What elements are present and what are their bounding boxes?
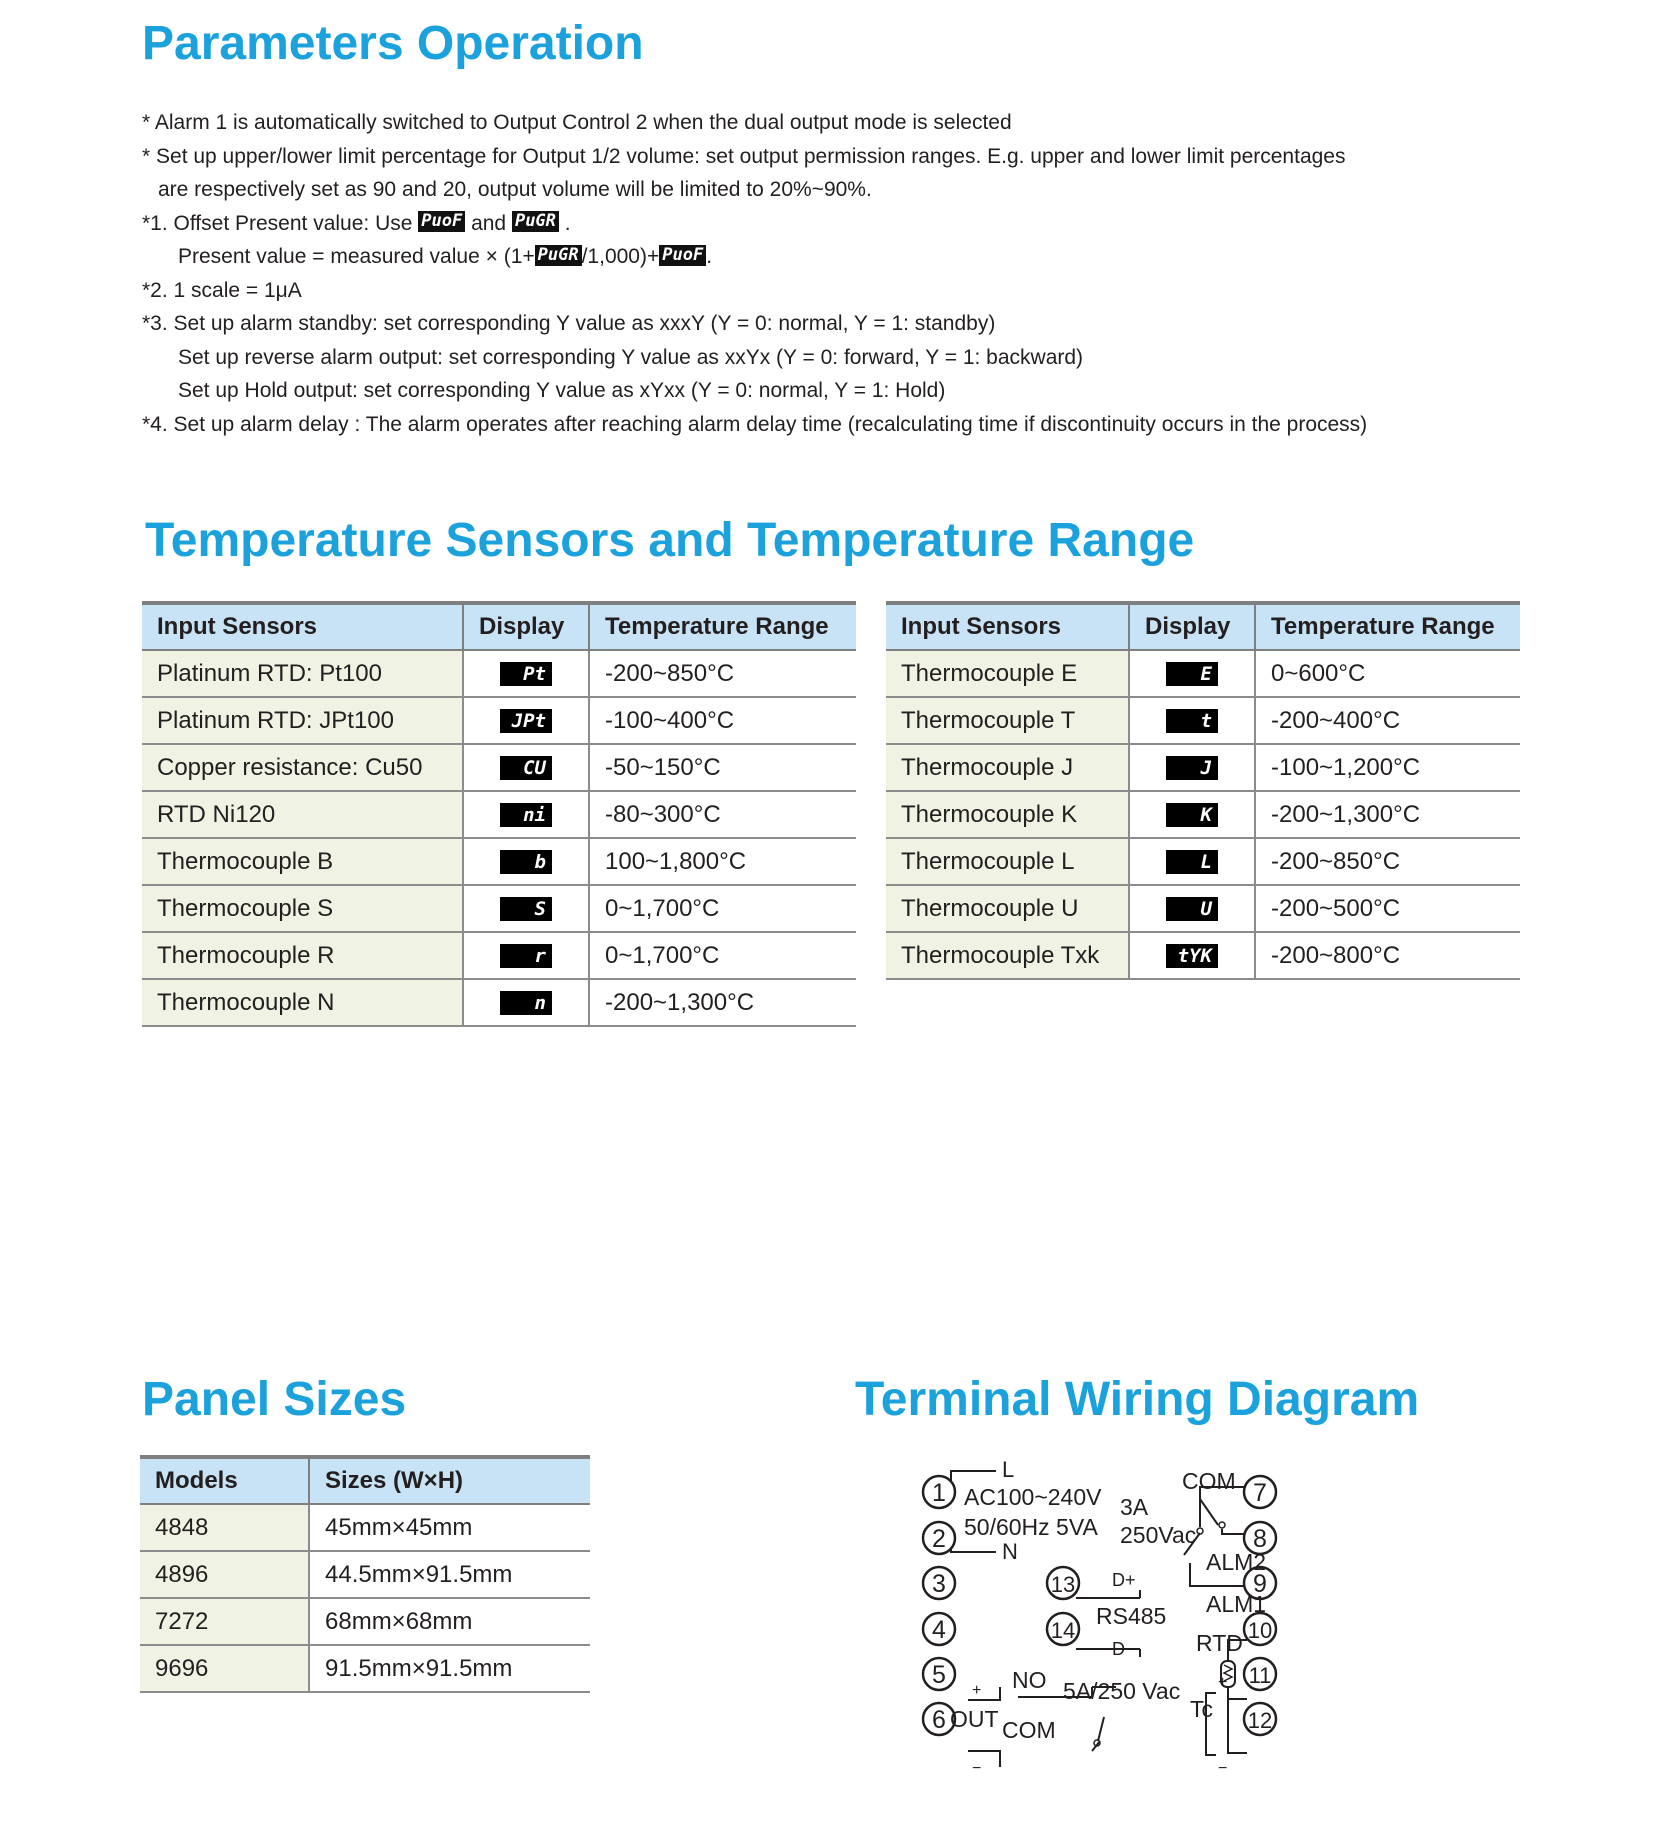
sensor-range: -200~500°C: [1255, 885, 1520, 932]
sensor-range: -100~1,200°C: [1255, 744, 1520, 791]
sensor-display-cell: [1129, 697, 1255, 744]
sensor-range: -200~850°C: [589, 650, 856, 697]
sensor-range: 0~600°C: [1255, 650, 1520, 697]
sensor-name: Thermocouple J: [886, 744, 1129, 791]
sensor-range: 0~1,700°C: [589, 885, 856, 932]
power-label-2: 50/60Hz 5VA: [964, 1514, 1098, 1540]
sensor-display-code: CU: [500, 756, 552, 780]
terminal-2-label: 2: [932, 1525, 946, 1553]
out-rating-label: 5A/250 Vac: [1063, 1678, 1181, 1704]
sensor-display-code: K: [1166, 803, 1218, 827]
table-row: [886, 697, 1520, 744]
sensor-range: -100~400°C: [589, 697, 856, 744]
power-label-1: AC100~240V: [964, 1484, 1102, 1510]
terminal-10-label: 10: [1247, 1618, 1273, 1643]
sensor-display-code: r: [500, 944, 552, 968]
sensor-name: Thermocouple E: [886, 650, 1129, 697]
col-models: Models: [140, 1457, 309, 1504]
table-row: [886, 650, 1520, 697]
sensor-display-code: Pt: [500, 662, 552, 686]
alm2-label: ALM2: [1206, 1549, 1267, 1575]
sensor-table-right: [886, 601, 1520, 980]
table-header-row: [140, 1457, 590, 1504]
tc-label: Tc: [1190, 1696, 1213, 1722]
col-input-sensors: Input Sensors: [886, 603, 1129, 650]
sensor-table-left: [142, 601, 856, 1027]
out-label: OUT: [950, 1706, 999, 1732]
sensor-display-code: S: [500, 897, 552, 921]
params-notes: [142, 106, 1542, 441]
panel-sizes-table: [140, 1455, 590, 1693]
sensor-range: -200~1,300°C: [589, 979, 856, 1026]
sensor-display-cell: [1129, 885, 1255, 932]
out-plus-label: +: [972, 1682, 982, 1699]
sensor-display-code: tYK: [1166, 944, 1218, 968]
sensor-display-code: n: [500, 991, 552, 1015]
table-row: [142, 791, 856, 838]
sensor-display-cell: [1129, 650, 1255, 697]
col-temperature-range: Temperature Range: [1255, 603, 1520, 650]
sensor-display-code: J: [1166, 756, 1218, 780]
panel-model: 4848: [140, 1504, 309, 1551]
note-alarm-delay: *4. Set up alarm delay : The alarm operates after reaching alarm delay time (recalculating time if discontinuity occurs in the process): [142, 412, 1368, 436]
label-l: L: [1002, 1457, 1015, 1482]
table-row: [142, 744, 856, 791]
sensor-display-cell: [1129, 838, 1255, 885]
terminal-11-label: 11: [1248, 1663, 1272, 1688]
sensor-display-cell: [1129, 932, 1255, 979]
terminal-3-label: 3: [932, 1570, 946, 1598]
sensor-display-code: L: [1166, 850, 1218, 874]
sensor-name: Copper resistance: Cu50: [142, 744, 463, 791]
sensor-range: -200~800°C: [1255, 932, 1520, 979]
sensor-display-cell: [463, 744, 589, 791]
table-row: [140, 1598, 590, 1645]
formula-text-end: .: [706, 245, 713, 268]
no-label: NO: [1012, 1667, 1047, 1693]
sensor-display-cell: [463, 885, 589, 932]
note-offset-and: and: [471, 211, 507, 235]
sensor-display-code: b: [500, 850, 552, 874]
dplus-label: D+: [1112, 1570, 1136, 1590]
table-header-row: [886, 603, 1520, 650]
wiring-title: Terminal Wiring Diagram: [855, 1373, 1420, 1426]
sensor-name: Thermocouple R: [142, 932, 463, 979]
note-dual-output: * Alarm 1 is automatically switched to Output Control 2 when the dual output mode is selected: [142, 111, 1012, 134]
sensor-name: RTD Ni120: [142, 791, 463, 838]
note-scale: *2. 1 scale = 1μA: [142, 278, 302, 302]
terminal-1-label: 1: [932, 1479, 946, 1507]
col-input-sensors: Input Sensors: [142, 603, 463, 650]
sensor-range: -80~300°C: [589, 791, 856, 838]
sensor-name: Thermocouple L: [886, 838, 1129, 885]
puof-display-chip: PuoF: [659, 245, 706, 266]
sensor-range: -200~1,300°C: [1255, 791, 1520, 838]
sensor-display-cell: [463, 838, 589, 885]
out-minus-label: −: [972, 1760, 982, 1777]
sensor-name: Platinum RTD: Pt100: [142, 650, 463, 697]
panel-title: Panel Sizes: [142, 1373, 407, 1426]
label-n: N: [1002, 1539, 1018, 1564]
table-row: [142, 885, 856, 932]
terminal-5-label: 5: [932, 1661, 946, 1689]
pugr-display-chip: PuGR: [535, 245, 582, 266]
note-limit-line-2: are respectively set as 90 and 20, output volume will be limited to 20%~90%.: [158, 178, 872, 201]
sensor-range: 100~1,800°C: [589, 838, 856, 885]
sensor-display-cell: [463, 697, 589, 744]
sensor-range: -200~850°C: [1255, 838, 1520, 885]
table-row: [140, 1504, 590, 1551]
formula-text-b: /1,000)+: [581, 245, 660, 268]
out-com-label: COM: [1002, 1717, 1056, 1743]
sensor-name: Thermocouple U: [886, 885, 1129, 932]
sensor-name: Thermocouple S: [142, 885, 463, 932]
note-limit-line-1: * Set up upper/lower limit percentage for Output 1/2 volume: set output permission ranges. E.g. upper and lower limit percentages: [142, 144, 1346, 168]
table-row: [140, 1551, 590, 1598]
table-row: [142, 697, 856, 744]
terminal-4-label: 4: [932, 1616, 946, 1644]
sensor-name: Thermocouple K: [886, 791, 1129, 838]
sensor-display-code: t: [1166, 709, 1218, 733]
table-row: [886, 932, 1520, 979]
terminal-6-label: 6: [932, 1706, 946, 1734]
note-hold-output: Set up Hold output: set corresponding Y value as xYxx (Y = 0: normal, Y = 1: Hold): [178, 379, 946, 402]
sensor-display-cell: [463, 650, 589, 697]
col-display: Display: [463, 603, 589, 650]
alm1-label: ALM1: [1206, 1591, 1267, 1617]
terminal-9-label: 9: [1253, 1570, 1267, 1598]
terminal-12-label: 12: [1247, 1708, 1273, 1733]
sensor-display-code: U: [1166, 897, 1218, 921]
sensor-display-code: ni: [500, 803, 552, 827]
sensor-name: Thermocouple Txk: [886, 932, 1129, 979]
table-row: [142, 838, 856, 885]
panel-size: 45mm×45mm: [309, 1504, 590, 1551]
tc-minus-label: −: [1218, 1760, 1228, 1777]
col-sizes: Sizes (W×H): [309, 1457, 590, 1504]
note-offset-formula: [142, 240, 1542, 274]
table-row: [886, 885, 1520, 932]
sensor-range: -200~400°C: [1255, 697, 1520, 744]
sensor-display-cell: [1129, 791, 1255, 838]
pugr-display-chip: PuGR: [512, 211, 559, 232]
panel-model: 9696: [140, 1645, 309, 1692]
terminal-14-label: 14: [1050, 1618, 1076, 1643]
sensor-display-cell: [1129, 744, 1255, 791]
rs485-label: RS485: [1096, 1603, 1167, 1629]
tc-plus-label: +: [1218, 1674, 1228, 1691]
col-temperature-range: Temperature Range: [589, 603, 856, 650]
table-row: [142, 932, 856, 979]
note-offset-text: *1. Offset Present value: Use: [142, 211, 413, 235]
formula-text-a: Present value = measured value × (1+: [178, 245, 535, 268]
dminus-label: D−: [1112, 1639, 1136, 1659]
note-offset-end: .: [564, 211, 571, 235]
panel-model: 4896: [140, 1551, 309, 1598]
terminal-13-label: 13: [1050, 1572, 1076, 1597]
sensor-display-cell: [463, 979, 589, 1026]
relay-rating-2: 250Vac: [1120, 1522, 1197, 1548]
note-offset: [142, 207, 1542, 241]
sensor-name: Thermocouple B: [142, 838, 463, 885]
sensor-range: 0~1,700°C: [589, 932, 856, 979]
table-header-row: [142, 603, 856, 650]
relay-rating-1: 3A: [1120, 1494, 1149, 1520]
note-alarm-standby: *3. Set up alarm standby: set corresponding Y value as xxxY (Y = 0: normal, Y = 1: standby): [142, 312, 996, 335]
params-title: Parameters Operation: [142, 17, 644, 70]
note-reverse-alarm: Set up reverse alarm output: set corresponding Y value as xxYx (Y = 0: forward, Y = 1: backward): [178, 345, 1084, 369]
table-row: [886, 744, 1520, 791]
col-display: Display: [1129, 603, 1255, 650]
table-row: [142, 650, 856, 697]
terminal-wiring-diagram: [920, 1455, 1400, 1795]
alarm-com-label: COM: [1182, 1468, 1236, 1494]
sensor-name: Thermocouple N: [142, 979, 463, 1026]
table-row: [886, 791, 1520, 838]
sensor-range: -50~150°C: [589, 744, 856, 791]
puof-display-chip: PuoF: [418, 211, 465, 232]
terminal-8-label: 8: [1253, 1525, 1267, 1553]
panel-size: 44.5mm×91.5mm: [309, 1551, 590, 1598]
panel-model: 7272: [140, 1598, 309, 1645]
sensor-name: Thermocouple T: [886, 697, 1129, 744]
rtd-label: RTD: [1196, 1630, 1243, 1656]
terminal-7-label: 7: [1253, 1479, 1267, 1507]
sensor-name: Platinum RTD: JPt100: [142, 697, 463, 744]
sensor-display-cell: [463, 791, 589, 838]
sensor-display-code: JPt: [500, 709, 552, 733]
sensors-title: Temperature Sensors and Temperature Range: [145, 514, 1195, 567]
panel-size: 91.5mm×91.5mm: [309, 1645, 590, 1692]
panel-size: 68mm×68mm: [309, 1598, 590, 1645]
table-row: [886, 838, 1520, 885]
table-row: [140, 1645, 590, 1692]
sensor-display-cell: [463, 932, 589, 979]
sensor-display-code: E: [1166, 662, 1218, 686]
table-row: [142, 979, 856, 1026]
